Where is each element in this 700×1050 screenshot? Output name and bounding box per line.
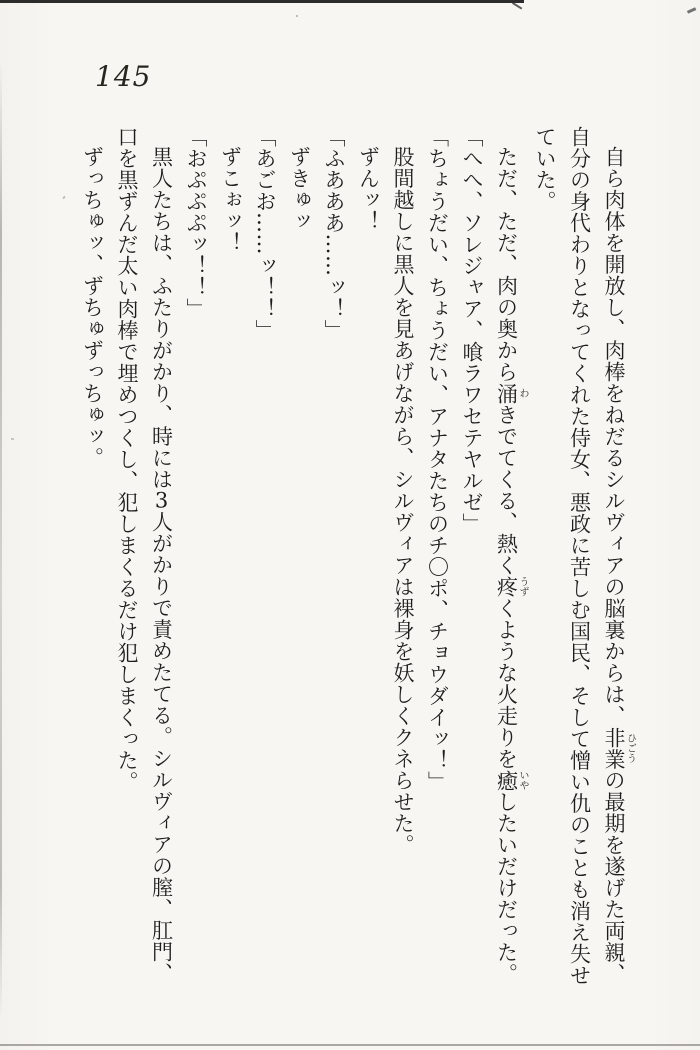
text-line: ずっちゅッ、ずちゅずっちゅッ。 [80,146,105,469]
text-line: ずんッ！ [356,146,381,232]
scan-artifact-tick [512,2,522,10]
text-line: ていた。 [533,126,557,212]
scan-dust-speck [62,196,65,200]
text-line: ただ、ただ、肉の奥から涌わきでてくる、熱く疼うずくような火走りを癒いやしたいだけだった。 [494,146,528,985]
text-line: 「ちょうだい、ちょうだい、アナタたちのチ〇ポ、チョウダイッ！」 [425,126,450,793]
text-line: 口を黒ずんだ太い肉棒で埋めつくし、犯しまくるだけ犯しまくった。 [115,126,139,793]
scan-dust-speck [296,15,298,17]
upright-digit: 3 [154,490,169,511]
ruby-annotated-word: 非業ひごう [602,726,636,770]
ruby-annotated-word: 涌わ [494,382,528,404]
text-line: 「おぷぷぷッ！！」 [184,126,208,320]
text-line: 「へへ、ソレジャア、喰ラワセテヤルゼ」 [460,126,484,535]
text-line: ずこぉッ！ [218,146,243,254]
scan-artifact-speck [687,7,696,13]
scan-dust-speck [11,438,14,440]
text-line: ずきゅッ [287,146,312,232]
text-line: 「あごお……ッ！！」 [253,126,277,341]
text-line: 自ら肉体を開放し、肉棒をねだるシルヴィアの脳裏からは、非業ひごうの最期を遂げた両親、 [602,146,636,985]
page-number: 145 [95,60,152,93]
text-line: 自分の身代わりとなってくれた侍女、悪政に苦しむ国民、そして憎い仇のことも消え失せ [567,126,592,986]
text-line: 「ふあああ……ッ！」 [322,126,346,341]
ruby-annotated-word: 癒いや [494,769,528,791]
page-top-edge-line [0,0,524,3]
page-left-edge-line [0,60,2,1020]
ruby-annotated-word: 疼うず [494,576,528,598]
text-line: 黒人たちは、ふたりがかり、時には3人がかりで責めたてる。シルヴィアの膣、肛門、 [149,146,174,984]
text-block [75,126,635,1050]
text-line: 股間越しに黒人を見あげながら、シルヴィアは裸身を妖しくクネらせた。 [391,146,415,856]
